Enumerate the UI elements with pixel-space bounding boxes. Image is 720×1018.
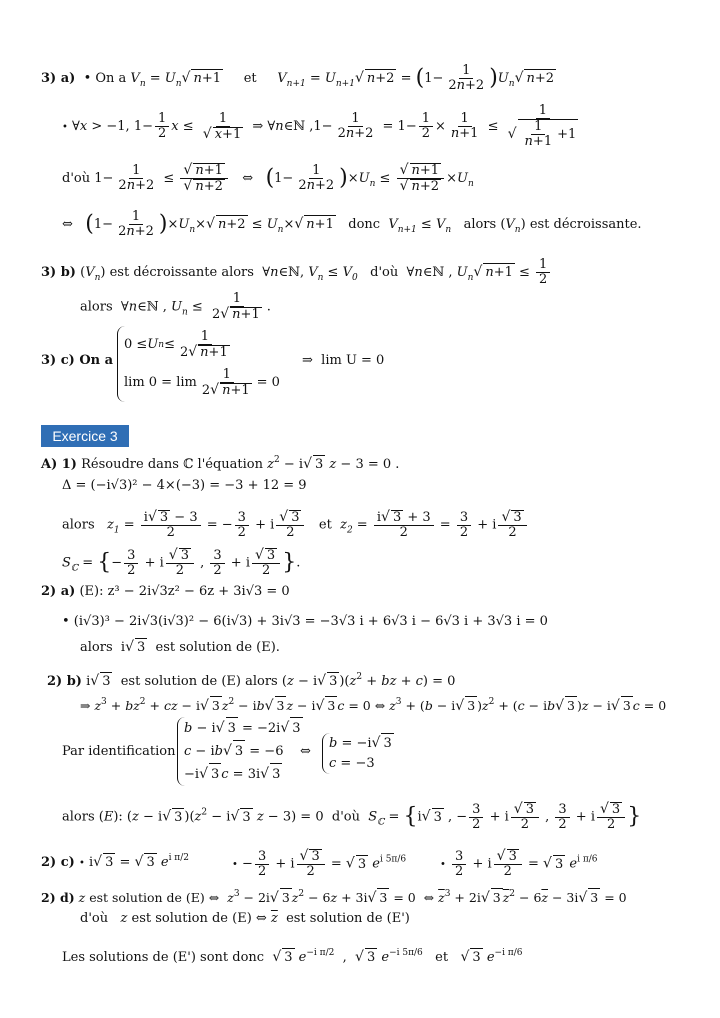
- section-3c-label: [41, 352, 113, 370]
- part-2a-check: • (i√3)³ − 2i√3(i√3)² − 6(i√3) + 3i√3 = −3√3 i + 6√3 i − 6√3 i + 3√3 i = 0: [62, 614, 548, 629]
- limit-result: lim U = 0: [321, 353, 385, 368]
- dou-text: d'où: [62, 171, 91, 186]
- text2: d'où: [370, 265, 399, 280]
- part-label: A) 1): [41, 457, 77, 472]
- section-3a-line4: ⇔ (1− $\frac{1}{2n+2}$ )$\times U_n\times√$ $n+2 \le U_n\times√$ n+1 donc $V_{n+1} \le V_n$ alors $(V_n)$ est décroissante.: [62, 209, 642, 239]
- section-3c-system: [117, 326, 280, 402]
- part-label: 2) b): [47, 674, 82, 689]
- et-text: et: [243, 71, 257, 86]
- part-label: 2) c): [41, 855, 75, 870]
- section-3a-line1: 3) a) • On a $V_n = U_n√$ n+1 et $V_{n+1} = U_{n+1}√$ n+2 = (1− $\frac{1}{2n+2}$ )$U_n√$ n+2: [41, 63, 555, 93]
- part-a1-text: Résoudre dans ℂ l'équation: [81, 457, 264, 472]
- part-a1-line1: A) 1) Résoudre dans ℂ l'équation $z^2 - i√$ 3 z − 3 = 0 .: [41, 455, 400, 472]
- section-3a-line2: • ∀x > −1, 1− $\frac{1}{2}$ x ≤ $\frac{1}{√ x+1}$ ⇒ ∀n∈ℕ ,1− $\frac{1}{2n+2}$ = 1− $\frac{1}{2}$ × $\frac{1}{n+1}$ ≤ 1 √ $\frac{1}{n+1}$ +1: [62, 103, 577, 149]
- part-2a-conclusion: alors i√ 3 est solution de (E).: [80, 639, 280, 655]
- alors-text: alors: [463, 217, 497, 232]
- part-2b-solution: alors (E): (z − i√ 3 )($z^2 - i√$ 3 z − 3) = 0 d'où $S_ℂ = \{i√$ 3 , − $\frac{3}{2}$ + i $\frac{√ 3}{2}$ , $\frac{3}{2}$ + i $\frac{√ 3}{2}$ }: [62, 801, 642, 832]
- donc-text: donc: [348, 217, 381, 232]
- brace-system: b − i√ 3 = −2i√ 3 c − ib√ 3 = −6 −i√ 3 c = 3i√ 3: [177, 717, 303, 786]
- final-text: Les solutions de (E') sont donc: [62, 950, 265, 965]
- intro-text: • On a: [83, 71, 127, 86]
- section-3b-line1: 3) b) $(V_n)$ est décroissante alors ∀n∈ℕ, $V_n \le V_0$ d'où ∀n∈ℕ , $U_n√$ n+1 ≤ $\frac{1}{2}$: [41, 258, 552, 287]
- brace-system: b = −i√ 3 c = −3: [322, 733, 394, 774]
- sol-text: est solution de (E).: [155, 640, 280, 655]
- result-system: [322, 733, 394, 774]
- part-2b-line1: 2) b) i√ 3 est solution de (E) alors (z − i√ 3 )($z^2$ + bz + c) = 0: [47, 672, 456, 689]
- part-2d-final: Les solutions de (E') sont donc √ 3 $e^{-i \pi/2}$ , √ 3 $e^{-i 5\pi/6}$ et √ 3 $e^{-i \pi/6}$: [62, 948, 523, 965]
- part-2a-line1: [41, 583, 290, 601]
- part-2b-text: est solution de (E) alors: [120, 674, 278, 689]
- conclusion-text: est décroissante.: [529, 217, 642, 232]
- section-3a-line3: d'où 1− $\frac{1}{2n+2}$ ≤ $\frac{√ n+1}{√ n+2}$ ⇔ (1− $\frac{1}{2n+2}$ )$\times U_n$ ≤ $\frac{√ n+1}{√ n+2}$ $\times U_n$: [62, 162, 474, 194]
- alors-text: alors: [62, 517, 95, 533]
- dou-text: d'où: [331, 809, 360, 825]
- part-2d-line2: d'où z est solution de (E) ⇔ $\overline{z}$ est solution de (E'): [80, 911, 410, 926]
- implies-symbol: ⇒: [252, 119, 264, 134]
- section-label: 3) a): [41, 71, 76, 86]
- part-2c-line: 2) c) • i√ 3 = √ 3 $e^{i \pi/2}$: [41, 853, 189, 870]
- part-label: 2) d): [41, 890, 75, 905]
- et-text: et: [318, 517, 332, 533]
- sol-text-3: est solution de (E'): [286, 911, 410, 926]
- exercise-title: Exercice 3: [41, 425, 129, 447]
- alors-text: alors: [80, 299, 113, 315]
- text1: est décroissante alors: [109, 265, 254, 280]
- section-label: 3) b): [41, 265, 76, 280]
- part-2d-line1: 2) d) z est solution de (E) ⇔ $z^3 - 2i√$ 3 $z^2 - 6z + 3i√$ 3 = 0 ⇔ $\overline{z}^3 + 2i√$ 3 $\overline{z}^2 - 6\overline{z} - 3i√$ 3 = 0: [41, 889, 627, 906]
- implies-symbol: ⇔: [300, 744, 311, 759]
- delta-line: Δ = (−i√3)² − 4×(−3) = −3 + 12 = 9: [62, 478, 307, 493]
- part-2c-third: • $\frac{3}{2}$ + i $\frac{√ 3}{2}$ = √ 3 $e^{i \pi/6}$: [440, 848, 598, 879]
- alors-text: alors: [80, 640, 113, 655]
- section-label: 3) c) On a: [41, 353, 114, 368]
- part-2b-expansion: ⇒ $z^3 + bz^2$ + cz − i√ 3 $z^2 - ib√$ 3 z − i√ 3 c = 0 ⇔ $z^3 + (b - i√$ 3 )$z^2 + (c - ib√$ 3 )z − i√ 3 c = 0: [80, 697, 667, 714]
- dou-text: d'où: [80, 911, 109, 926]
- identification-system: [177, 717, 303, 786]
- sol-text-2: est solution de (E): [131, 911, 252, 926]
- section-3c-result: ⇒ lim U = 0: [302, 353, 385, 368]
- sol-text: est solution de (E): [89, 890, 205, 905]
- part-label: 2) a): [41, 584, 76, 599]
- et-text: et: [435, 950, 449, 965]
- part-2c-second: • − $\frac{3}{2}$ + i $\frac{√ 3}{2}$ = √ 3 $e^{i 5\pi/6}$: [232, 848, 407, 879]
- section-3b-line2: alors ∀n∈ℕ , $U_n$ ≤ $\frac{1}{2√ n+1}$ .: [80, 291, 271, 322]
- brace-system: 0 ≤ U n ≤ $\frac{1}{2√ n+1}$ lim 0 = lim $\frac{1}{2√ n+1}$ = 0: [117, 326, 280, 402]
- par-identification-label: Par identification: [62, 744, 176, 759]
- equation-e: (E): z³ − 2i√3z² − 6z + 3i√3 = 0: [79, 584, 290, 599]
- solution-set-a1: $S_ℂ$ = {− $\frac{3}{2}$ + i $\frac{√ 3}{2}$ , $\frac{3}{2}$ + i $\frac{√ 3}{2}$ }.: [62, 547, 301, 578]
- part-a1-roots: alors $z_1$ = $\frac{i√ 3 - 3}{2}$ = − $\frac{3}{2}$ + i $\frac{√ 3}{2}$ et $z_2$ = $\frac{i√ 3 + 3}{2}$ = $\frac{3}{2}$ + i $\frac{√ 3}{2}$: [62, 510, 529, 540]
- alors-text: alors: [62, 809, 95, 825]
